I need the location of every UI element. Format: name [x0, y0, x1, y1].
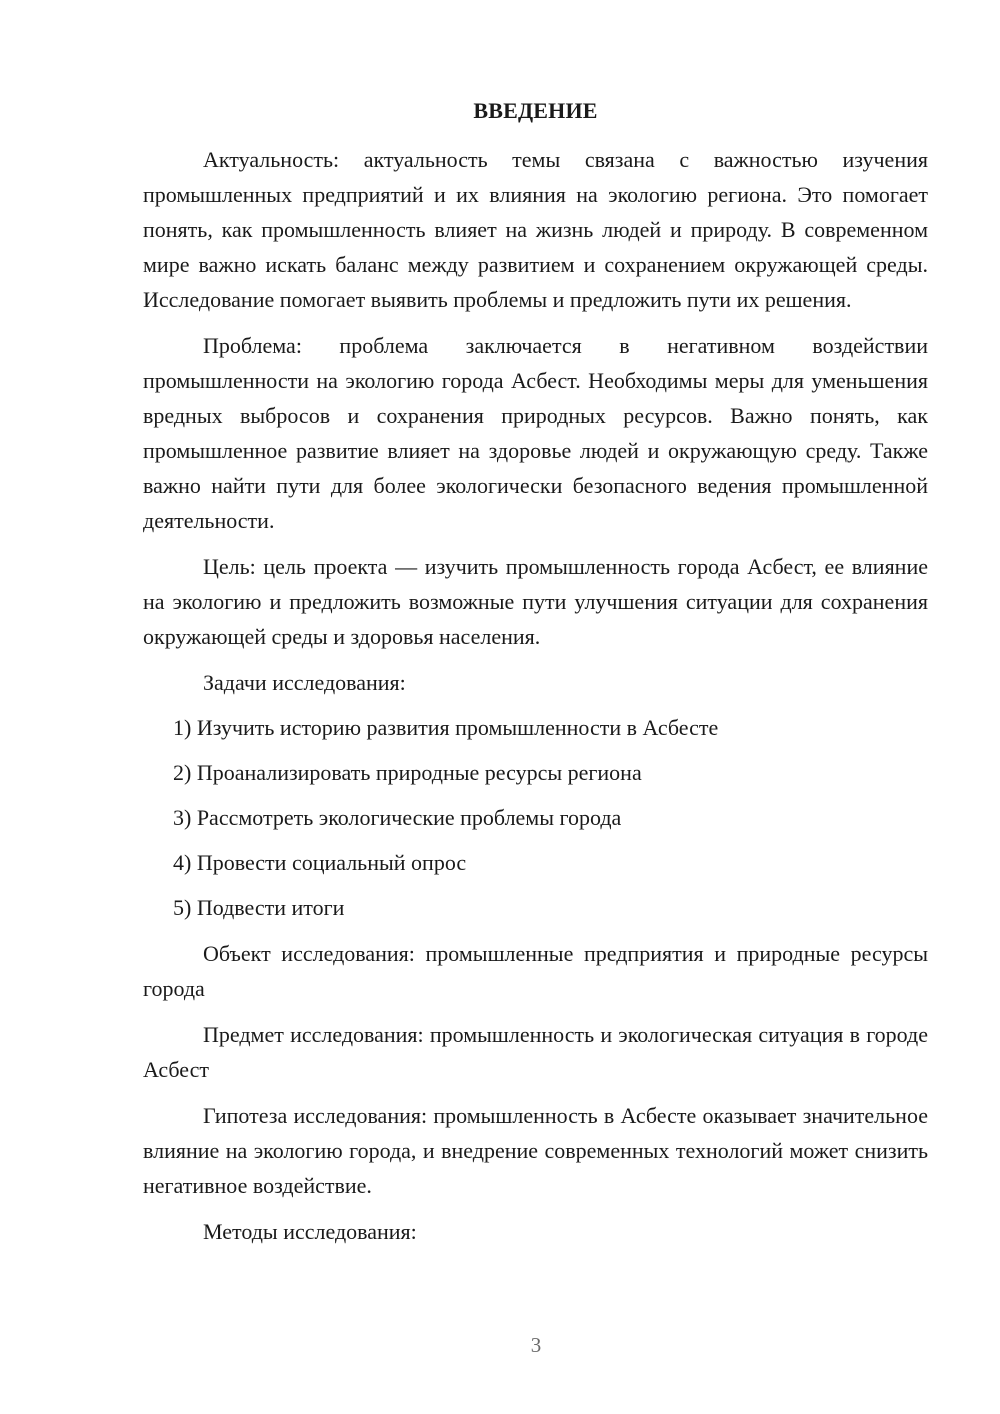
- paragraph-methods-heading: Методы исследования:: [203, 1219, 417, 1244]
- section-title: ВВЕДЕНИЕ: [473, 98, 598, 123]
- paragraph-problem: Проблема: проблема заключается в негативном воздействии промышленности на экологию города Асбест. Необходимы меры для уменьшения вредных выбросов и сохранения природных ресурсов. Важно понять, как промышленное развитие влияет на здоровье людей и окружающую среду. Также важно найти пути для более экологически безопасного ведения промышленной деятельности.: [143, 333, 928, 533]
- list-item: 5) Подвести итоги: [173, 895, 345, 920]
- paragraph-tasks-heading: Задачи исследования:: [203, 670, 406, 695]
- list-item: 4) Провести социальный опрос: [173, 850, 467, 875]
- paragraph-relevance: Актуальность: актуальность темы связана с важностью изучения промышленных предприятий и их влияния на экологию региона. Это помогает понять, как промышленность влияет на жизнь людей и природу. В современном мире важно искать баланс между развитием и сохранением окружающей среды. Исследование помогает выявить проблемы и предложить пути их решения.: [143, 147, 928, 312]
- list-item: 3) Рассмотреть экологические проблемы города: [173, 805, 622, 830]
- document-body: [143, 142, 928, 1249]
- page-number: 3: [530, 1333, 542, 1357]
- paragraph-object: Объект исследования: промышленные предприятия и природные ресурсы города: [143, 941, 928, 1001]
- paragraph-goal: Цель: цель проекта — изучить промышленность города Асбест, ее влияние на экологию и предложить возможные пути улучшения ситуации для сохранения окружающей среды и здоровья населения.: [143, 554, 928, 649]
- list-item: 1) Изучить историю развития промышленности в Асбесте: [173, 715, 719, 740]
- list-item: 2) Проанализировать природные ресурсы региона: [173, 760, 642, 785]
- paragraph-subject: Предмет исследования: промышленность и экологическая ситуация в городе Асбест: [143, 1022, 928, 1082]
- paragraph-hypothesis: Гипотеза исследования: промышленность в Асбесте оказывает значительное влияние на экологию города, и внедрение современных технологий может снизить негативное воздействие.: [143, 1103, 928, 1198]
- tasks-list: [143, 710, 928, 925]
